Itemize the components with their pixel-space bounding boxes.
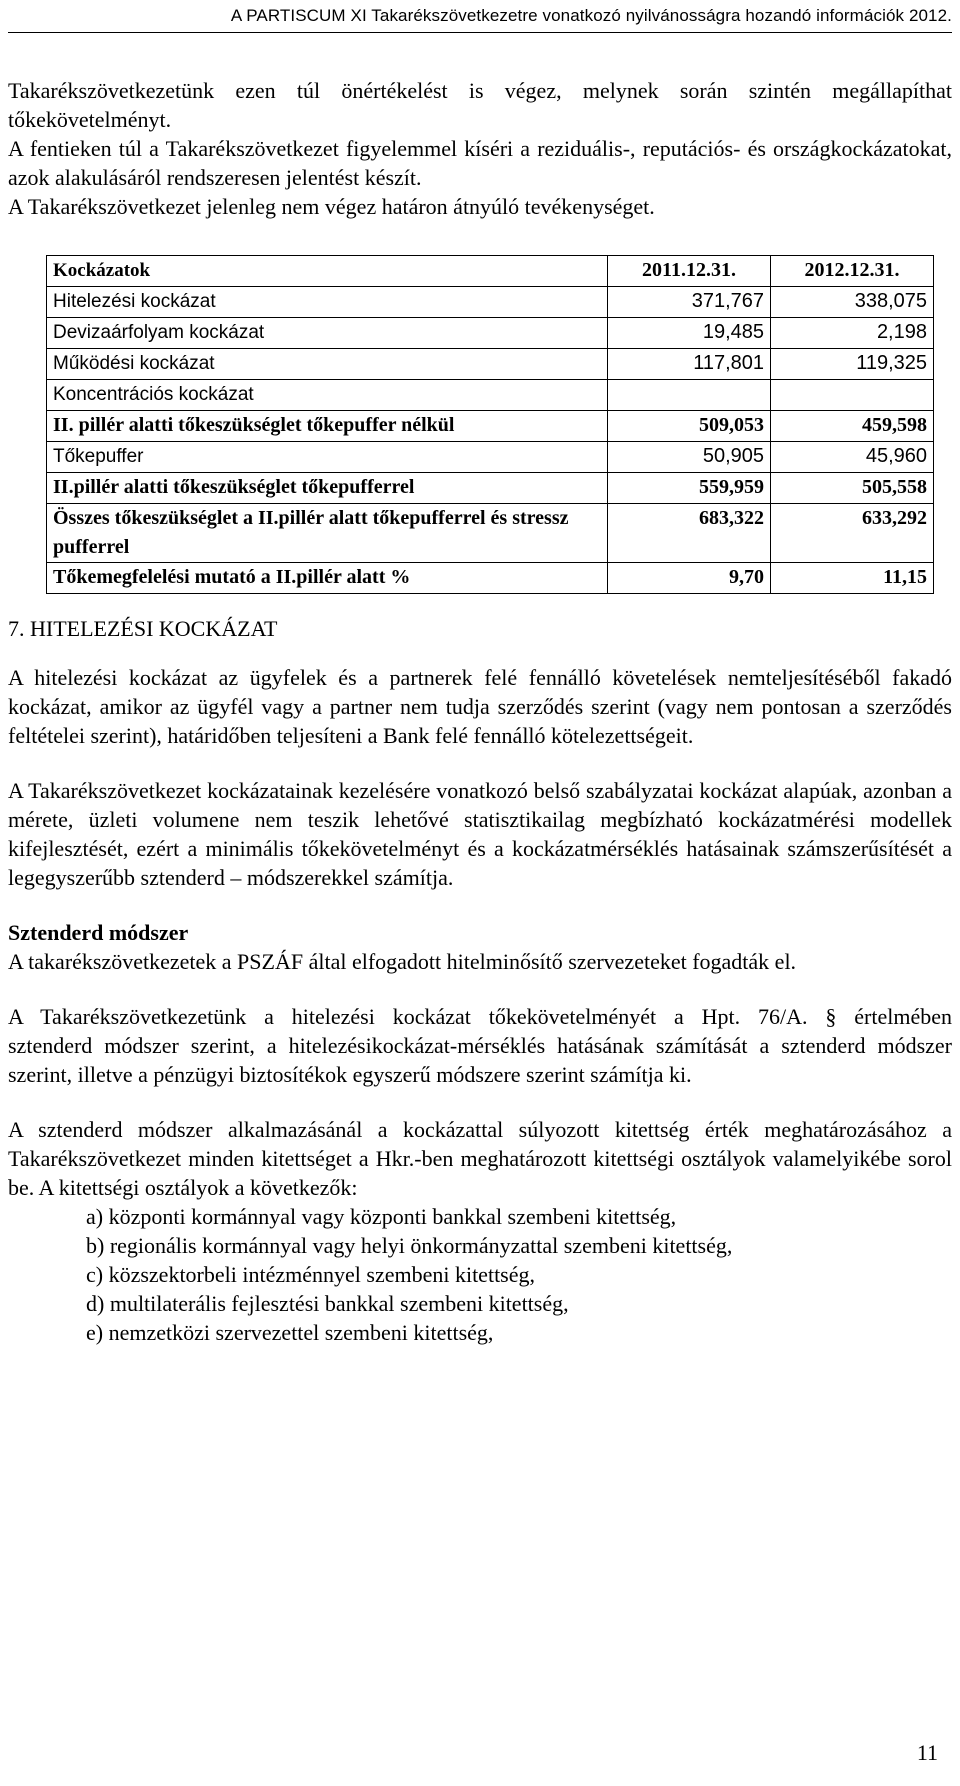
table-row: [47, 318, 934, 349]
value-2011: [608, 380, 771, 411]
value-2012: [771, 380, 934, 411]
value-2012: 459,598: [771, 411, 934, 442]
value-2012: 119,325: [771, 349, 934, 380]
value-2012: 633,292: [771, 504, 934, 563]
value-2011: 509,053: [608, 411, 771, 442]
row-label: II. pillér alatti tőkeszükséglet tőkepuffer nélkül: [47, 411, 608, 442]
page-number: 11: [916, 1740, 938, 1765]
standard-method-paragraph-2a: A Takarékszövetkezetünk a hitelezési kockázat tőkekövetelményét a Hpt. 76/A. § értelmében: [8, 1004, 952, 1029]
row-label: Koncentrációs kockázat: [47, 380, 608, 411]
intro-paragraph-2: A fentieken túl a Takarékszövetkezet figyelemmel kíséri a reziduális-, reputációs- és országkockázatokat, azok alakulásáról rendszeresen jelentést készít.: [8, 136, 952, 190]
intro-paragraph-3: A Takarékszövetkezet jelenleg nem végez határon átnyúló tevékenységet.: [8, 194, 655, 219]
table-row: [47, 442, 934, 473]
intro-paragraph-1: Takarékszövetkezetünk ezen túl önértékelést is végez, melynek során szintén megállapíthat tőkekövetelményt.: [8, 78, 952, 132]
exposure-class-list: [8, 1202, 952, 1347]
value-2011: 117,801: [608, 349, 771, 380]
subheading-standard-method: Sztenderd módszer: [8, 920, 189, 945]
column-header-2011: 2011.12.31.: [608, 256, 771, 287]
list-item: a) központi kormánnyal vagy központi bankkal szembeni kitettség,: [86, 1204, 677, 1229]
row-label: Hitelezési kockázat: [47, 287, 608, 318]
list-item: d) multilaterális fejlesztési bankkal szembeni kitettség,: [86, 1291, 569, 1316]
table-row: [47, 349, 934, 380]
table-row: [47, 287, 934, 318]
value-2012: 11,15: [771, 563, 934, 594]
section-title: 7. HITELEZÉSI KOCKÁZAT: [8, 616, 278, 641]
row-label: Működési kockázat: [47, 349, 608, 380]
list-item: b) regionális kormánnyal vagy helyi önkormányzattal szembeni kitettség,: [86, 1233, 733, 1258]
value-2011: 9,70: [608, 563, 771, 594]
header-divider: [8, 32, 952, 33]
table-row: [47, 504, 934, 563]
standard-method-paragraph-2b: sztenderd módszer szerint, a hitelezésikockázat-mérséklés hatásának számítását a sztenderd módszer szerint, illetve a pénzügyi biztosítékok egyszerű módszere szerint számítja ki.: [8, 1033, 952, 1087]
value-2011: 371,767: [608, 287, 771, 318]
row-label: Tőkemegfelelési mutató a II.pillér alatt %: [47, 563, 608, 594]
value-2011: 683,322: [608, 504, 771, 563]
table-row: [47, 380, 934, 411]
table-header-row: [47, 256, 934, 287]
column-header-risks: Kockázatok: [47, 256, 608, 287]
value-2012: 505,558: [771, 473, 934, 504]
value-2012: 338,075: [771, 287, 934, 318]
table-row: [47, 473, 934, 504]
column-header-2012: 2012.12.31.: [771, 256, 934, 287]
document-body: [8, 76, 952, 1347]
value-2011: 50,905: [608, 442, 771, 473]
row-label: Devizaárfolyam kockázat: [47, 318, 608, 349]
credit-risk-paragraph-2: A Takarékszövetkezet kockázatainak kezelésére vonatkozó belső szabályzatai kockázat alapúak, azonban a mérete, üzleti volumene nem teszik lehetővé statisztikailag megbízható kockázatmérési modellek kifejlesztését, ezért a minimális tőkekövetelményt és a kockázatmérséklés hatásainak számszerűsítését a legegyszerűbb sztenderd – módszerekkel számítja.: [8, 778, 952, 890]
table-row: [47, 563, 934, 594]
value-2011: 19,485: [608, 318, 771, 349]
standard-method-paragraph-1: A takarékszövetkezetek a PSZÁF által elfogadott hitelminősítő szervezeteket fogadták el.: [8, 949, 797, 974]
list-item: c) közszektorbeli intézménnyel szembeni kitettség,: [86, 1262, 536, 1287]
credit-risk-paragraph-1: A hitelezési kockázat az ügyfelek és a partnerek felé fennálló követelések nemteljesítéséből fakadó kockázat, amikor az ügyfél vagy a partner nem tudja szerződés szerint (vagy nem pontosan a szerződés feltételei szerint), határidőben teljesíteni a Bank felé fennálló kötelezettségeit.: [8, 665, 952, 748]
risk-table: [46, 255, 934, 594]
row-label: Tőkepuffer: [47, 442, 608, 473]
row-label: Összes tőkeszükséglet a II.pillér alatt tőkepufferrel és stressz pufferrel: [47, 504, 608, 563]
table-row: [47, 411, 934, 442]
value-2012: 45,960: [771, 442, 934, 473]
page-header: A PARTISCUM XI Takarékszövetkezetre vonatkozó nyilvánosságra hozandó információk 2012.: [230, 6, 952, 25]
row-label: II.pillér alatti tőkeszükséglet tőkepufferrel: [47, 473, 608, 504]
exposure-classes-paragraph: A sztenderd módszer alkalmazásánál a kockázattal súlyozott kitettség érték meghatározásához a Takarékszövetkezet minden kitettséget a Hkr.-ben meghatározott kitettségi osztályok valamelyikébe sorol be. A kitettségi osztályok a következők:: [8, 1117, 952, 1200]
list-item: e) nemzetközi szervezettel szembeni kitettség,: [86, 1320, 494, 1345]
value-2011: 559,959: [608, 473, 771, 504]
value-2012: 2,198: [771, 318, 934, 349]
